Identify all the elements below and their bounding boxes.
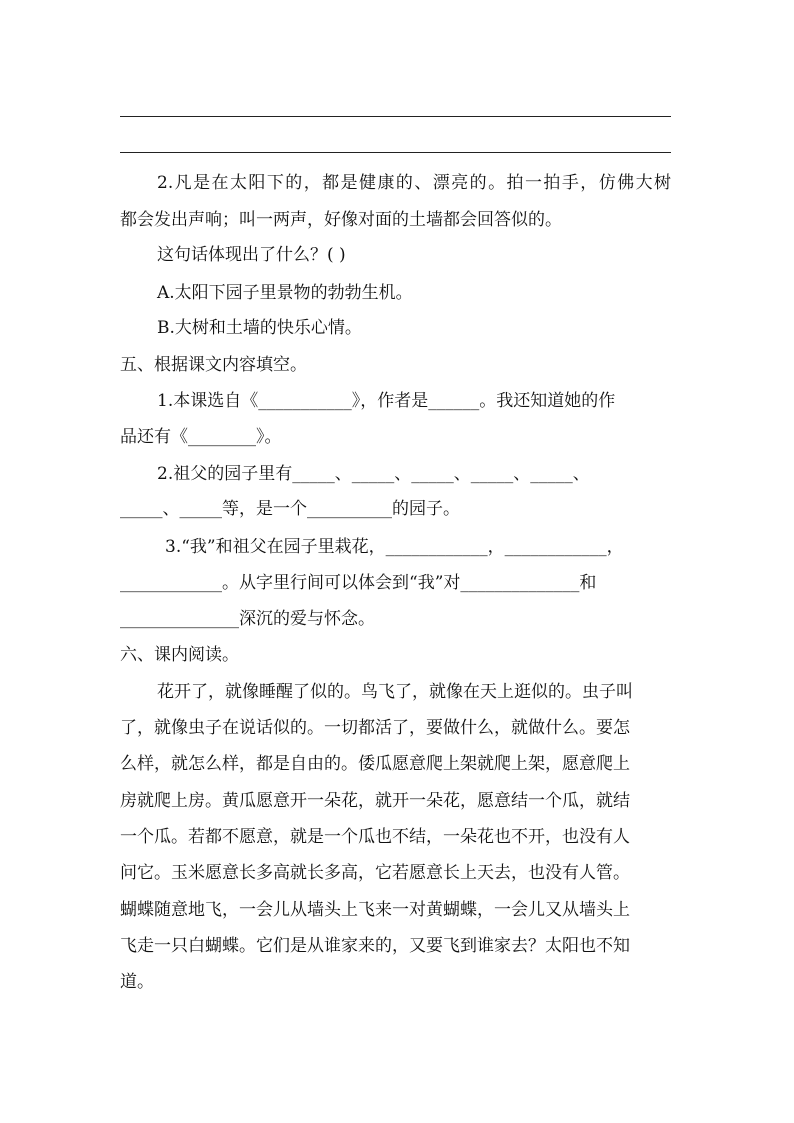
reading-line-2: 了，就像虫子在说话似的。一切都活了，要做什么，就做什么。要怎 [120,718,630,738]
q2-text-line-2: 都会发出声响；叫一两声，好像对面的土墙都会回答似的。 [120,210,562,230]
s5-q1-line-1: 1.本课选自《___________》，作者是______。我还知道她的作 [157,391,616,411]
q2-option-b[interactable]: B.大树和土墙的快乐心情。 [157,318,362,338]
reading-line-5: 一个瓜。若都不愿意，就是一个瓜也不结，一朵花也不开，也没有人 [120,827,630,847]
q2-text-line-1: 2.凡是在太阳下的，都是健康的、漂亮的。拍一拍手，仿佛大树 [157,173,671,193]
reading-line-7: 蝴蝶随意地飞，一会儿从墙头上飞来一对黄蝴蝶，一会儿又从墙头上 [120,900,630,920]
reading-line-1: 花开了，就像睡醒了似的。鸟飞了，就像在天上逛似的。虫子叫 [157,682,633,702]
s5-q1-line-2: 品还有《________》。 [120,427,282,447]
s5-q3-line-2: ____________。从字里行间可以体会到“我”对______________和 [120,573,597,593]
reading-line-9: 道。 [120,972,154,992]
section-5-heading: 五、根据课文内容填空。 [120,355,307,375]
q2-option-a[interactable]: A.太阳下园子里景物的勃勃生机。 [157,283,413,303]
q2-question: 这句话体现出了什么？( ) [157,245,346,265]
s5-q2-line-1: 2.祖父的园子里有_____、_____、_____、_____、_____、 [157,464,590,484]
reading-line-8: 飞走一只白蝴蝶。它们是从谁家来的，又要飞到谁家去？太阳也不知 [120,936,630,956]
reading-line-6: 问它。玉米愿意长多高就长多高，它若愿意长上天去，也没有人管。 [120,863,630,883]
s5-q3-line-3: ______________深沉的爱与怀念。 [120,609,375,629]
answer-line-2[interactable] [120,152,671,153]
s5-q2-line-2: _____、_____等，是一个__________的园子。 [120,499,460,519]
reading-line-3: 么样，就怎么样，都是自由的。倭瓜愿意爬上架就爬上架，愿意爬上 [120,754,630,774]
s5-q3-line-1: 3.“我”和祖父在园子里栽花，____________，____________， [165,537,624,557]
reading-line-4: 房就爬上房。黄瓜愿意开一朵花，就开一朵花，愿意结一个瓜，就结 [120,791,630,811]
section-6-heading: 六、课内阅读。 [120,645,239,665]
answer-line-1[interactable] [120,116,671,117]
